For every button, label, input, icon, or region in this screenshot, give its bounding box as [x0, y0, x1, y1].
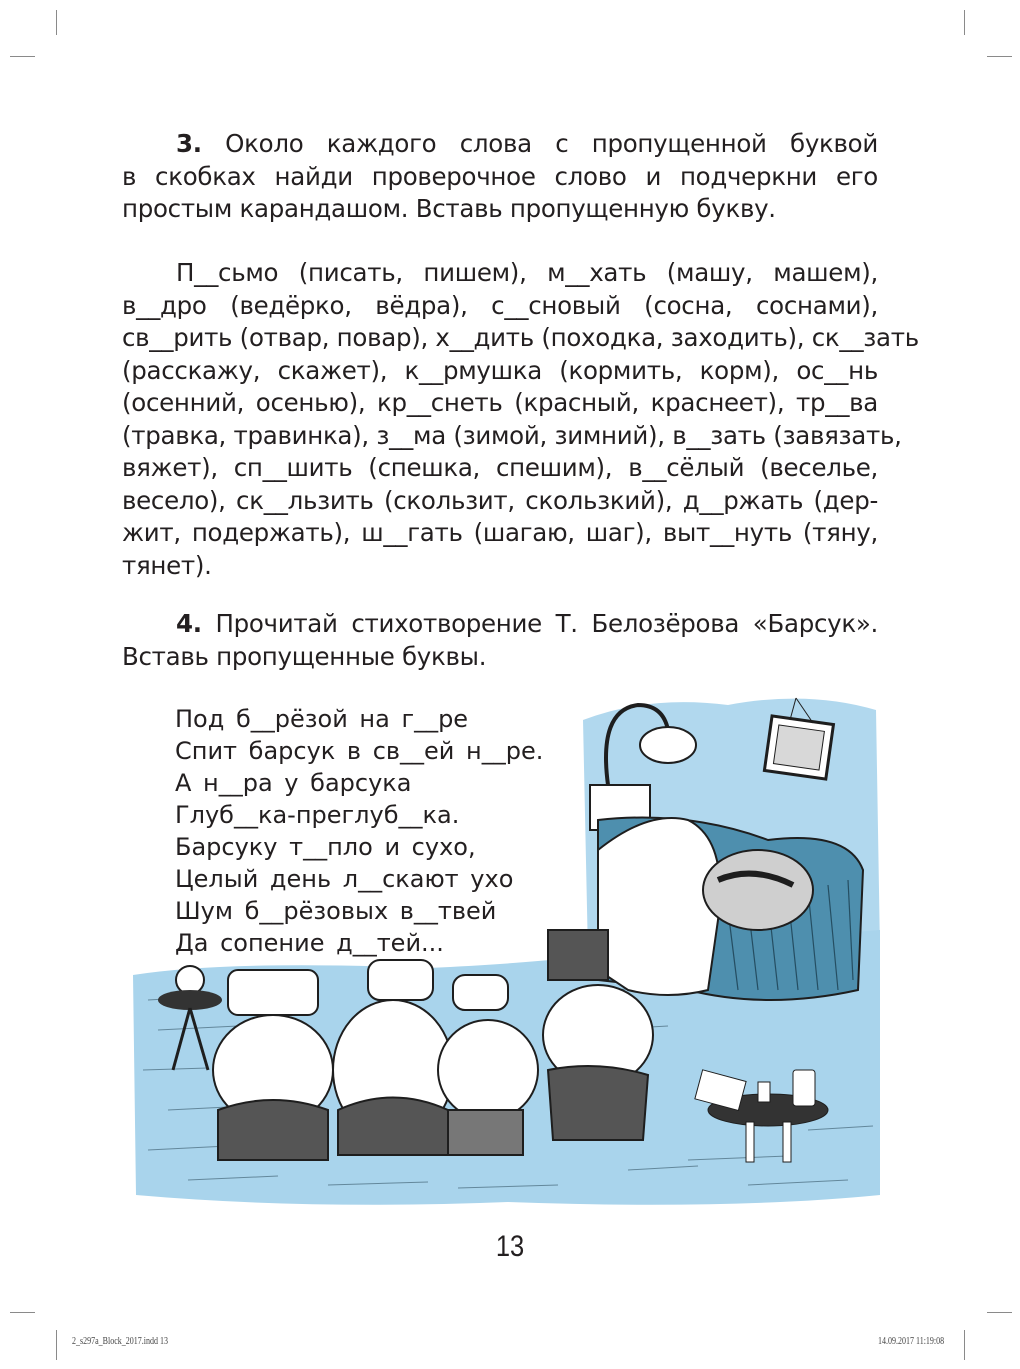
page-number: 13 [495, 1230, 525, 1263]
poem-line: Спит барсук в св__ей н__ре. [175, 737, 544, 765]
word-list-line: тянет). [122, 550, 212, 580]
exercise-3-number: 3. [176, 129, 202, 158]
poem-barsuk [175, 703, 543, 959]
instruction-text: Прочитай стихотворение Т. Белозёрова «Барсук». [215, 609, 878, 638]
crop-mark-bottom-left-v [56, 1330, 57, 1360]
exercise-4-line-1 [122, 608, 878, 641]
crop-mark-bottom-right-v [964, 1330, 965, 1360]
crop-mark-bottom-right-h [987, 1312, 1012, 1313]
crop-mark-bottom-left-h [10, 1312, 35, 1313]
crop-mark-top-right-h [987, 56, 1012, 57]
poem-line: Да сопение д__тей... [175, 929, 444, 957]
slug-timestamp: 14.09.2017 11:19:08 [878, 1336, 945, 1347]
instruction-text: простым карандашом. Вставь пропущенную букву. [122, 194, 776, 223]
crop-mark-top-right-v [964, 10, 965, 35]
word-list-line: (травка, травинка), з__ма (зимой, зимний), в__зать (завязать, [122, 420, 902, 450]
word-list-line: (расскажу, скажет), к__рмушка (кормить, корм), ос__нь [122, 355, 878, 385]
exercise-4-instruction [122, 608, 878, 673]
instruction-text: Вставь пропущенные буквы. [122, 641, 487, 671]
word-list-line: в__дро (ведёрко, вёдра), с__сновый (сосна, соснами), [122, 290, 878, 320]
word-list-line: жит, подержать), ш__гать (шагаю, шаг), выт__нуть (тяну, [122, 518, 878, 547]
exercise-3-word-list [122, 257, 919, 582]
crop-mark-top-left-h [10, 56, 35, 57]
slug-filename: 2_s297a_Block_2017.indd 13 [72, 1336, 168, 1347]
instruction-text: Около каждого слова с пропущенной буквой [225, 129, 878, 158]
word-list-line: вяжет), сп__шить (спешка, спешим), в__сёлый (веселье, [122, 453, 878, 482]
poem-line: Барсуку т__пло и сухо, [175, 833, 476, 861]
instruction-text: в скобках найди проверочное слово и подчеркни его [122, 161, 878, 191]
crop-mark-top-left-v [56, 10, 57, 35]
poem-line: Глуб__ка-преглуб__ка. [175, 801, 460, 829]
poem-line: Под б__рёзой на г__ре [175, 705, 469, 733]
poem-line: А н__ра у барсука [175, 769, 412, 797]
word-list-line: (осенний, осенью), кр__снеть (красный, краснеет), тр__ва [122, 388, 878, 417]
word-list-line: св__рить (отвар, повар), х__дить (походка, заходить), ск__зать [122, 323, 919, 352]
poem-line: Целый день л__скают ухо [175, 865, 514, 893]
exercise-4-number: 4. [176, 609, 202, 638]
poem-line: Шум б__рёзовых в__твей [175, 897, 497, 925]
word-list-line: весело), ск__льзить (скользит, скользкий), д__ржать (дер- [122, 485, 878, 515]
exercise-3-instruction [122, 128, 878, 226]
bed-1 [213, 970, 333, 1160]
exercise-3-line-1 [122, 128, 878, 161]
word-list-line: П__сьмо (писать, пишем), м__хать (машу, машем), [176, 258, 878, 287]
